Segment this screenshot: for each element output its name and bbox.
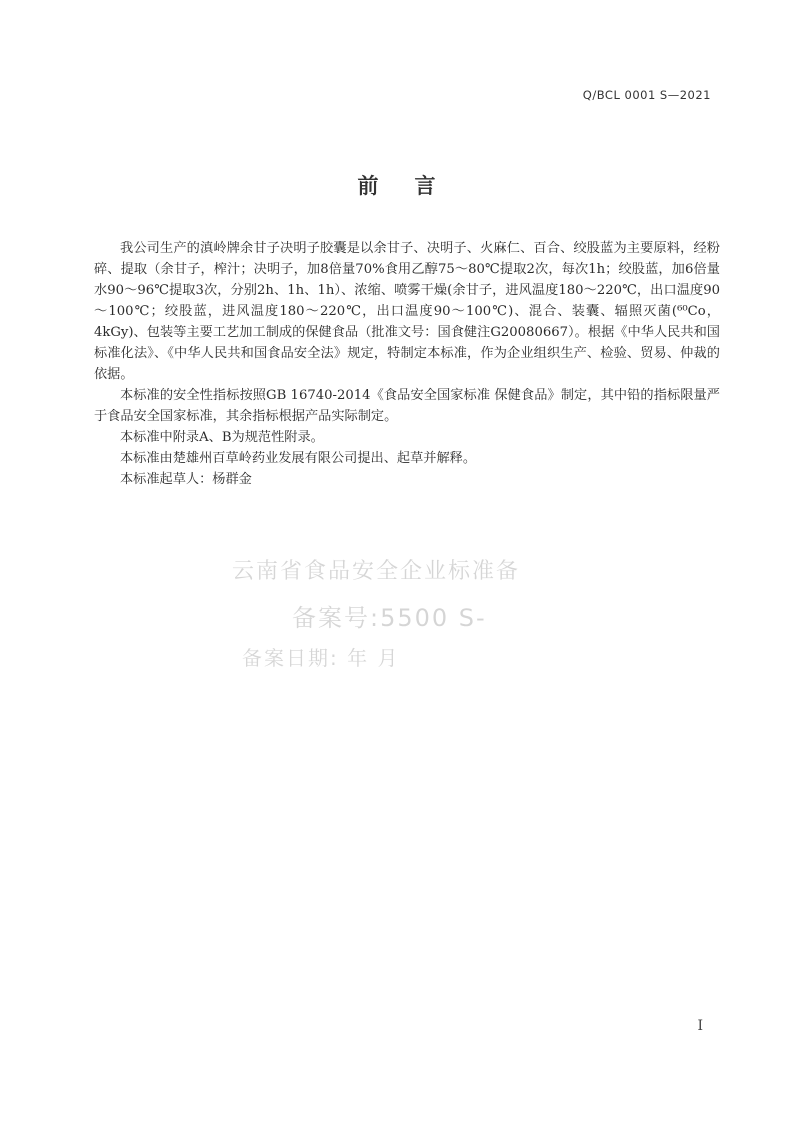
paragraph-intro: 我公司生产的滇岭牌余甘子决明子胶囊是以余甘子、决明子、火麻仁、百合、绞股蓝为主要原料，经粉碎、提取（余甘子，榨汁；决明子，加8倍量70%食用乙醇75～80℃提取2次，每次1h；绞股蓝，加6倍量水90～96℃提取3次，分别2h、1h、1h）、浓缩、喷雾干燥(余甘子，进风温度180～220℃，出口温度90～100℃；绞股蓝，进风温度180～220℃，出口温度90～100℃)、混合、装囊、辐照灭菌(⁶⁰Co，4kGy)、包装等主要工艺加工制成的保健食品（批准文号：国食健注G20080667）。根据《中华人民共和国标准化法》、《中华人民共和国食品安全法》规定，特制定本标准，作为企业组织生产、检验、贸易、仲裁的依据。 (94, 241, 720, 382)
filing-stamp (232, 548, 527, 676)
page-number: I (697, 1018, 703, 1034)
paragraph-safety: 本标准的安全性指标按照GB 16740-2014《食品安全国家标准 保健食品》制定，其中铅的指标限量严于食品安全国家标准，其余指标根据产品实际制定。 (94, 388, 720, 424)
paragraph-appendix: 本标准中附录A、B为规范性附录。 (120, 430, 324, 445)
stamp-line-1: 云南省食品安全企业标准备 (232, 559, 521, 584)
stamp-line-2: 备案号:5500 S- (292, 604, 487, 632)
paragraph-drafter: 本标准起草人：杨群金 (120, 472, 252, 487)
stamp-line-3: 备案日期: 年 月 (242, 646, 400, 670)
body-text (94, 238, 720, 490)
document-code: Q/BCL 0001 S—2021 (582, 88, 711, 102)
paragraph-drafter-org: 本标准由楚雄州百草岭药业发展有限公司提出、起草并解释。 (120, 451, 477, 466)
page-title: 前言 (357, 173, 472, 198)
